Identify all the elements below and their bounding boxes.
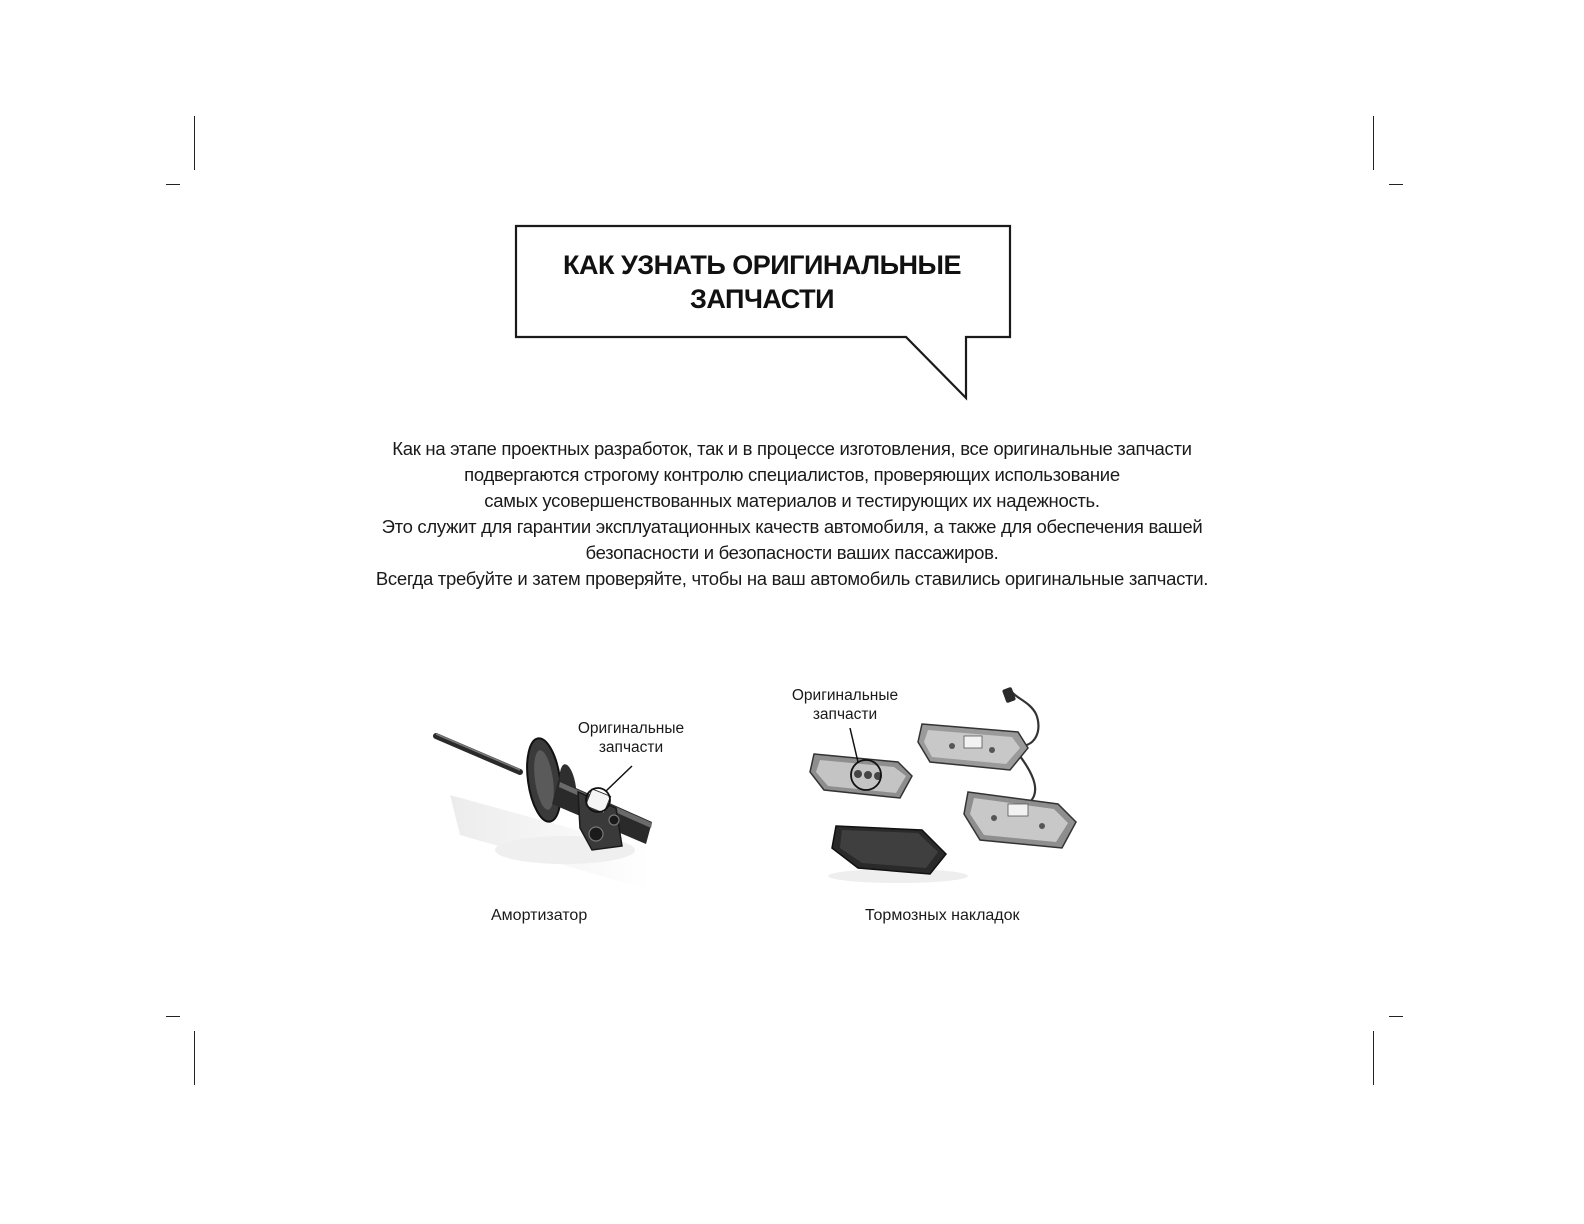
crop-mark-bottom-left-horizontal (166, 1016, 180, 1017)
crop-mark-bottom-right-vertical (1373, 1031, 1374, 1085)
page-title-line-2: ЗАПЧАСТИ (690, 284, 834, 314)
page-title (514, 248, 1010, 316)
brake-pads-photo (780, 680, 1100, 895)
intro-line: Это служит для гарантии эксплуатационных качеств автомобиля, а также для обеспечения вашей (381, 516, 1203, 537)
crop-mark-top-left-vertical (194, 116, 195, 170)
intro-paragraph (292, 436, 1292, 592)
crop-mark-top-left-horizontal (166, 184, 180, 185)
brake-pad-right (964, 792, 1076, 848)
crop-mark-bottom-left-vertical (194, 1031, 195, 1085)
callout-line-1: Оригинальные (791, 687, 899, 704)
callout-line-2: запчасти (598, 739, 664, 756)
callout-line-1: Оригинальные (577, 720, 685, 737)
title-bubble (514, 224, 1014, 402)
intro-line: Всегда требуйте и затем проверяйте, чтобы на ваш автомобиль ставились оригинальные запчасти. (375, 568, 1209, 589)
crop-mark-bottom-right-horizontal (1389, 1016, 1403, 1017)
intro-line: Как на этапе проектных разработок, так и в процессе изготовления, все оригинальные запчасти (392, 438, 1192, 459)
callout-line-2: запчасти (812, 706, 878, 723)
crop-mark-top-right-horizontal (1389, 184, 1403, 185)
shock-absorber-caption: Амортизатор (491, 907, 588, 924)
intro-line: подвергаются строгому контролю специалистов, проверяющих использование (464, 464, 1120, 485)
brake-pad-friction (828, 826, 968, 883)
shock-absorber-callout (570, 719, 692, 757)
intro-line: безопасности и безопасности ваших пассажиров. (585, 542, 999, 563)
crop-mark-top-right-vertical (1373, 116, 1374, 170)
brake-pads-caption: Тормозных накладок (865, 907, 1020, 924)
brake-pad-top-right (918, 724, 1028, 770)
brake-pads-callout (784, 686, 906, 724)
intro-line: самых усовершенствованных материалов и тестирующих их надежность. (484, 490, 1100, 511)
brake-pad-left (810, 728, 912, 798)
page-title-line-1: КАК УЗНАТЬ ОРИГИНАЛЬНЫЕ (563, 250, 961, 280)
shock-absorber-photo (420, 700, 720, 900)
